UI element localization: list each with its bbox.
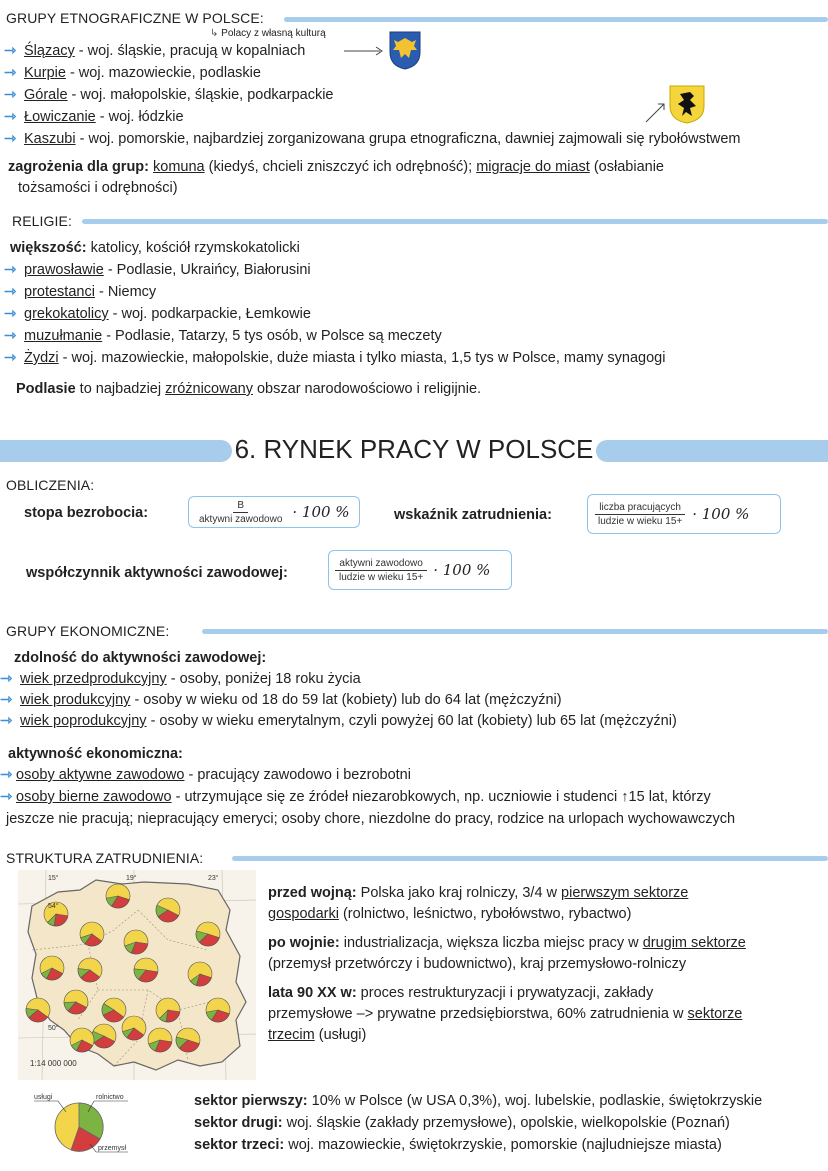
fraction-denominator: ludzie w wieku 15+ — [598, 515, 683, 527]
formula-multiplier: · 100 % — [692, 505, 750, 523]
arrow-right-icon: ⇾ — [4, 65, 17, 81]
religion-item-name: grekokatolicy — [24, 306, 109, 322]
ethnic-item-name: Kurpie — [24, 65, 66, 81]
banner-bar-left — [0, 440, 232, 462]
religion-item — [4, 306, 311, 322]
summary-mid: to najbadziej — [75, 381, 166, 397]
prewar-line2 — [268, 906, 631, 922]
employment-fraction — [594, 502, 686, 527]
fraction-numerator: liczba pracujących — [595, 502, 685, 515]
summary-podlasie: Podlasie — [16, 381, 76, 397]
nineties-sector-2: trzecim — [268, 1027, 315, 1043]
pomerania-coat-of-arms-icon — [644, 84, 706, 124]
religion-item — [4, 262, 311, 278]
ethnic-heading: GRUPY ETNOGRAFICZNE W POLSCE: — [6, 10, 264, 26]
nineties-text: proces restrukturyzacji i prywatyzacji, zakłady — [356, 985, 654, 1001]
active-desc: - pracujący zawodowo i bezrobotni — [184, 767, 411, 783]
threat-communism-desc: (kiedyś, chcieli zniszczyć ich odrębność); — [204, 159, 473, 175]
ability-item — [0, 671, 361, 687]
map-scale: 1:14 000 000 — [30, 1059, 77, 1068]
ethnic-item-name: Kaszubi — [24, 131, 76, 147]
nineties-text-2: przemysłowe –> prywatne przedsiębiorstwa, 60% zatrudnienia w — [268, 1006, 688, 1022]
employment-rate-label: wskaźnik zatrudnienia: — [394, 507, 552, 523]
ethnic-item — [4, 87, 333, 103]
ability-item-name: wiek poprodukcyjny — [20, 713, 147, 729]
arrow-right-icon: ⇾ — [4, 306, 17, 322]
passive-line2: jeszcze nie pracują; niepracujący emeryci; osoby chore, niezdolne do pracy, rodzice na urlopach wychowawczych — [6, 811, 736, 827]
ethnic-item-name: Ślązacy — [24, 43, 75, 59]
structure-heading: STRUKTURA ZATRUDNIENIA: — [6, 850, 204, 866]
postwar-line2: (przemysł przetwórczy i budownictwo), kraj przemysłowo-rolniczy — [268, 956, 687, 972]
arrow-right-icon: ⇾ — [4, 109, 17, 125]
ethnic-item — [4, 43, 305, 59]
legend-industry: przemysł — [98, 1145, 127, 1152]
ethnic-item-desc: - woj. śląskie, pracują w kopalniach — [74, 43, 306, 59]
calc-heading: OBLICZENIA: — [6, 477, 95, 493]
ethnic-item — [4, 65, 261, 81]
arrow-right-icon: ⇾ — [4, 328, 17, 344]
ability-item-name: wiek produkcyjny — [20, 692, 131, 708]
ethnic-item-desc: - woj. pomorskie, najbardziej zorganizowana grupa etnograficzna, dawniej zajmowali się rybołówstwem — [75, 131, 741, 147]
unemployment-fraction — [195, 500, 286, 525]
fraction-numerator: B — [233, 500, 248, 513]
ability-item-name: wiek przedprodukcyjny — [20, 671, 167, 687]
nineties-sector: sektorze — [687, 1006, 743, 1022]
ethnic-item-desc: - woj. małopolskie, śląskie, podkarpackie — [67, 87, 334, 103]
sector-first — [194, 1093, 762, 1109]
unemployment-formula — [188, 496, 360, 528]
map-lon-15: 15° — [48, 875, 59, 882]
formula-multiplier: · 100 % — [433, 561, 491, 579]
arrow-right-icon: ⇾ — [0, 671, 13, 687]
sector-first-text: 10% w Polsce (w USA 0,3%), woj. lubelskie, podlaskie, świętokrzyskie — [307, 1093, 763, 1109]
religion-item-desc: - woj. mazowieckie, małopolskie, duże miasta i tylko miasta, 1,5 tys w Polsce, mamy synagogi — [58, 350, 666, 366]
arrow-right-icon: ⇾ — [4, 262, 17, 278]
arrow-to-coat-icon — [342, 44, 386, 56]
fraction-denominator: aktywni zawodowo — [199, 513, 283, 525]
ability-label: zdolność do aktywności zawodowej: — [14, 650, 267, 666]
activity-rate-label: współczynnik aktywności zawodowej: — [26, 565, 288, 581]
religion-item-desc: - woj. podkarpackie, Łemkowie — [108, 306, 311, 322]
ability-item-desc: - osoby, poniżej 18 roku życia — [166, 671, 361, 687]
activity-label: aktywność ekonomiczna: — [8, 746, 183, 762]
majority-label: większość: — [10, 240, 87, 256]
religion-heading-bar — [82, 219, 828, 224]
sector-second-label: sektor drugi: — [194, 1115, 283, 1131]
threat-migration: migracje do miast — [476, 159, 590, 175]
summary-diverse: zróżnicowany — [165, 381, 253, 397]
religion-item-desc: - Podlasie, Tatarzy, 5 tys osób, w Polsce są meczety — [102, 328, 442, 344]
banner-bar-right — [596, 440, 828, 462]
arrow-right-icon: ⇾ — [0, 789, 13, 805]
religion-item — [4, 328, 442, 344]
prewar-rest: (rolnictwo, leśnictwo, rybołówstwo, rybactwo) — [338, 906, 632, 922]
sector-third-text: woj. mazowieckie, świętokrzyskie, pomorskie (najludniejsze miasta) — [284, 1137, 722, 1153]
structure-heading-bar — [232, 856, 828, 861]
religion-item — [4, 284, 156, 300]
econ-heading-bar — [202, 629, 828, 634]
postwar-text: industrializacja, większa liczba miejsc pracy w — [339, 935, 643, 951]
threats-label: zagrożenia dla grup: — [8, 159, 149, 175]
religion-item-name: muzułmanie — [24, 328, 103, 344]
arrow-right-icon: ⇾ — [0, 713, 13, 729]
silesia-coat-of-arms-icon — [388, 30, 422, 70]
ability-item-desc: - osoby w wieku od 18 do 59 lat (kobiety) lub do 64 lat (mężczyźni) — [130, 692, 562, 708]
fraction-denominator: ludzie w wieku 15+ — [339, 571, 424, 583]
religion-heading: RELIGIE: — [12, 213, 72, 229]
activity-item — [0, 789, 711, 805]
ethnic-note-text: Polacy z własną kulturą — [221, 28, 326, 39]
arrow-right-icon: ⇾ — [0, 767, 13, 783]
majority-text: katolicy, kościół rzymskokatolicki — [86, 240, 300, 256]
active-name: osoby aktywne zawodowo — [16, 767, 185, 783]
poland-employment-map — [18, 870, 256, 1080]
ethnic-item — [4, 131, 741, 147]
religion-item-name: protestanci — [24, 284, 95, 300]
sector-third-label: sektor trzeci: — [194, 1137, 285, 1153]
postwar-label: po wojnie: — [268, 935, 340, 951]
sector-legend — [24, 1090, 134, 1156]
arrow-right-icon: ⇾ — [4, 131, 17, 147]
sector-first-label: sektor pierwszy: — [194, 1093, 308, 1109]
econ-heading: GRUPY EKONOMICZNE: — [6, 623, 170, 639]
prewar-line1 — [268, 885, 688, 901]
ethnic-threats — [8, 159, 664, 175]
arrow-up-icon: ↑ — [621, 789, 629, 805]
fraction-numerator: aktywni zawodowo — [335, 558, 426, 571]
ability-item — [0, 692, 562, 708]
postwar-sector: drugim sektorze — [642, 935, 746, 951]
arrow-right-icon: ⇾ — [4, 87, 17, 103]
sector-second — [194, 1115, 730, 1131]
arrow-right-icon: ⇾ — [0, 692, 13, 708]
passive-name: osoby bierne zawodowo — [16, 789, 172, 805]
unemployment-label: stopa bezrobocia: — [24, 505, 149, 521]
activity-rate-formula — [328, 550, 512, 590]
sector-second-text: woj. śląskie (zakłady przemysłowe), opolskie, wielkopolskie (Poznań) — [282, 1115, 730, 1131]
ethnic-item — [4, 109, 184, 125]
postwar-line1 — [268, 935, 746, 951]
ethnic-threats-line2: tożsamości i odrębności) — [18, 180, 178, 196]
nineties-line1 — [268, 985, 653, 1001]
employment-rate-formula — [587, 494, 781, 534]
arrow-right-icon: ⇾ — [4, 43, 17, 59]
ethnic-heading-bar — [284, 17, 828, 22]
section-banner — [0, 434, 828, 468]
ability-item — [0, 713, 677, 729]
religion-item-name: Żydzi — [24, 350, 59, 366]
religion-item — [4, 350, 665, 366]
ethnic-item-desc: - woj. łódzkie — [95, 109, 184, 125]
prewar-sector-2: gospodarki — [268, 906, 339, 922]
religion-item-desc: - Niemcy — [94, 284, 157, 300]
activity-fraction — [335, 558, 427, 583]
sector-third — [194, 1137, 722, 1153]
ability-item-desc: - osoby w wieku emerytalnym, czyli powyżej 60 lat (kobiety) lub 65 lat (mężczyźni) — [146, 713, 677, 729]
passive-desc: - utrzymujące się ze źródeł niezarobkowych, np. uczniowie i studenci — [171, 789, 622, 805]
prewar-label: przed wojną: — [268, 885, 357, 901]
arrow-right-icon: ⇾ — [4, 284, 17, 300]
nineties-label: lata 90 XX w: — [268, 985, 357, 1001]
ethnic-note: ↳ Polacy z własną kulturą — [210, 28, 326, 39]
religion-item-desc: - Podlasie, Ukraińcy, Białorusini — [103, 262, 311, 278]
nineties-end: (usługi) — [314, 1027, 367, 1043]
ethnic-item-name: Łowiczanie — [24, 109, 96, 125]
summary-end: obszar narodowościowo i religijnie. — [252, 381, 482, 397]
legend-services: usługi — [34, 1094, 53, 1101]
arrow-right-icon: ⇾ — [4, 350, 17, 366]
religion-item-name: prawosławie — [24, 262, 104, 278]
religion-majority — [10, 240, 300, 256]
formula-multiplier: · 100 % — [292, 503, 350, 521]
activity-item — [0, 767, 411, 783]
map-lon-19: 19° — [126, 875, 137, 882]
map-lat-54: 54° — [48, 903, 59, 910]
passive-age: 15 lat, którzy — [628, 789, 711, 805]
legend-agriculture: rolnictwo — [96, 1094, 124, 1101]
ethnic-item-name: Górale — [24, 87, 68, 103]
religion-summary — [16, 381, 481, 397]
prewar-sector: pierwszym sektorze — [561, 885, 689, 901]
ethnic-item-desc: - woj. mazowieckie, podlaskie — [65, 65, 261, 81]
section-title: 6. RYNEK PRACY W POLSCE — [234, 434, 594, 464]
threat-migration-desc: (osłabianie — [589, 159, 664, 175]
threat-communism: komuna — [153, 159, 205, 175]
nineties-line2 — [268, 1006, 742, 1022]
map-lat-50: 50° — [48, 1025, 59, 1032]
nineties-line3 — [268, 1027, 366, 1043]
prewar-text: Polska jako kraj rolniczy, 3/4 w — [356, 885, 562, 901]
map-lon-23: 23° — [208, 875, 219, 882]
